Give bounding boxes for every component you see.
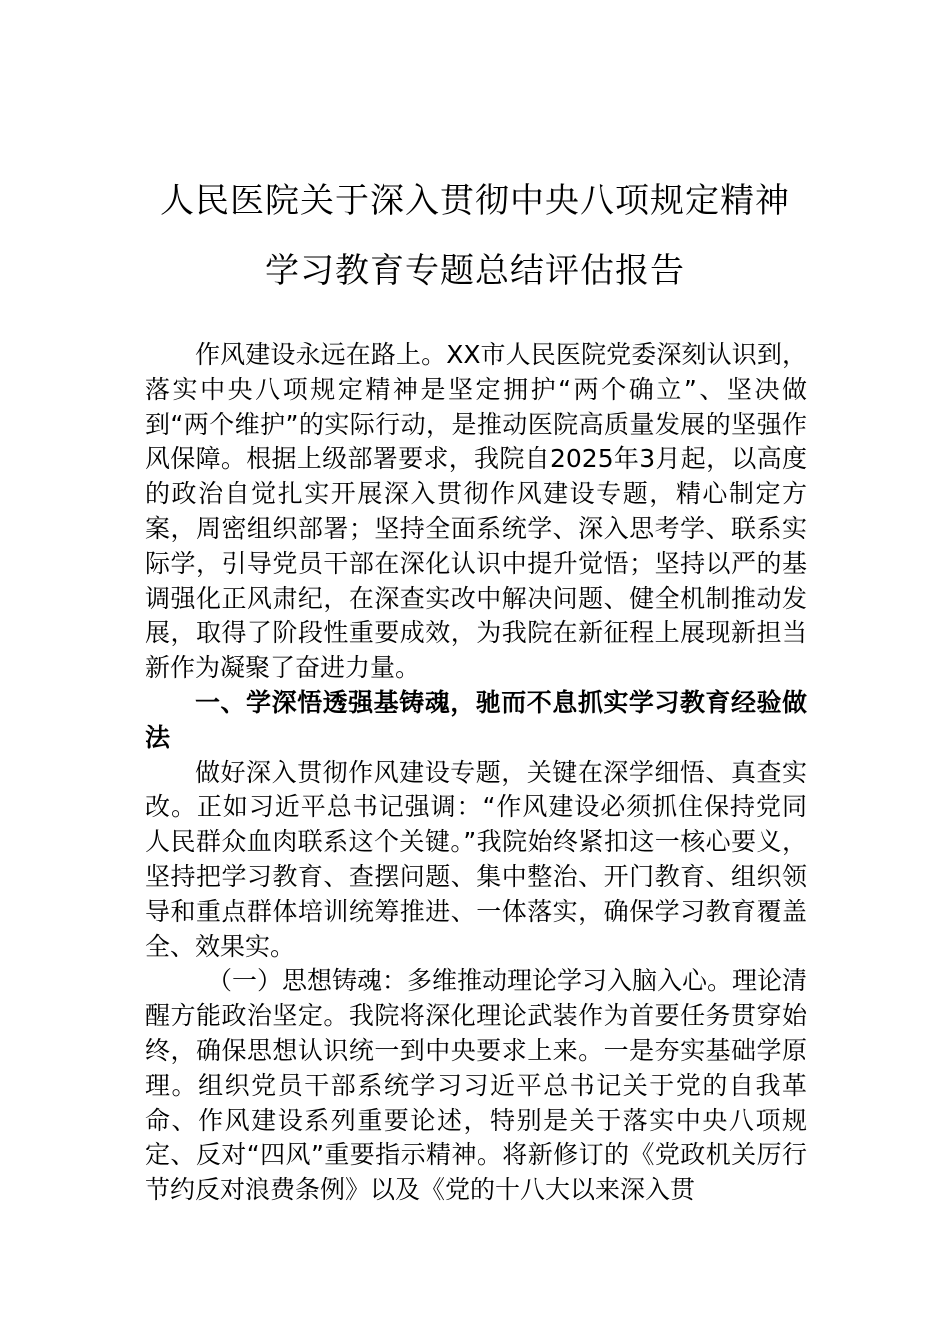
subsection-1-paragraph: （一）思想铸魂：多维推动理论学习入脑入心。理论清醒方能政治坚定。我院将深化理论武装作为首要任务贯穿始终，确保思想认识统一到中央要求上来。一是夯实基础学原理。组织党员干部系统学习习近平总书记关于党的自我革命、作风建设系列重要论述，特别是关于落实中央八项规定、反对“四风”重要指示精神。将新修订的《党政机关厉行节约反对浪费条例》以及《党的十八大以来深入贯: [145, 966, 808, 1205]
intro-paragraph: 作风建设永远在路上。XX市人民医院党委深刻认识到，落实中央八项规定精神是坚定拥护“两个确立”、坚决做到“两个维护”的实际行动，是推动医院高质量发展的坚强作风保障。根据上级部署要求，我院自2025年3月起，以高度的政治自觉扎实开展深入贯彻作风建设专题，精心制定方案，周密组织部署；坚持全面系统学、深入思考学、联系实际学，引导党员干部在深化认识中提升觉悟；坚持以严的基调强化正风肃纪，在深查实改中解决问题、健全机制推动发展，取得了阶段性重要成效，为我院在新征程上展现新担当新作为凝聚了奋进力量。: [145, 340, 807, 683]
section-1-paragraph: 做好深入贯彻作风建设专题，关键在深学细悟、真查实改。正如习近平总书记强调：“作风建设必须抓住保持党同人民群众血肉联系这个关键。”我院始终紧扣这一核心要义，坚持把学习教育、查摆问题、集中整治、开门教育、组织领导和重点群体培训统筹推进、一体落实，确保学习教育覆盖全、效果实。: [145, 757, 807, 961]
document-title-line-2: 学习教育专题总结评估报告: [265, 251, 685, 291]
section-heading-1: 一、学深悟透强基铸魂，驰而不息抓实学习教育经验做法: [145, 687, 807, 752]
document-title-line-1: 人民医院关于深入贯彻中央八项规定精神: [160, 181, 790, 221]
document-body: [145, 338, 807, 1208]
